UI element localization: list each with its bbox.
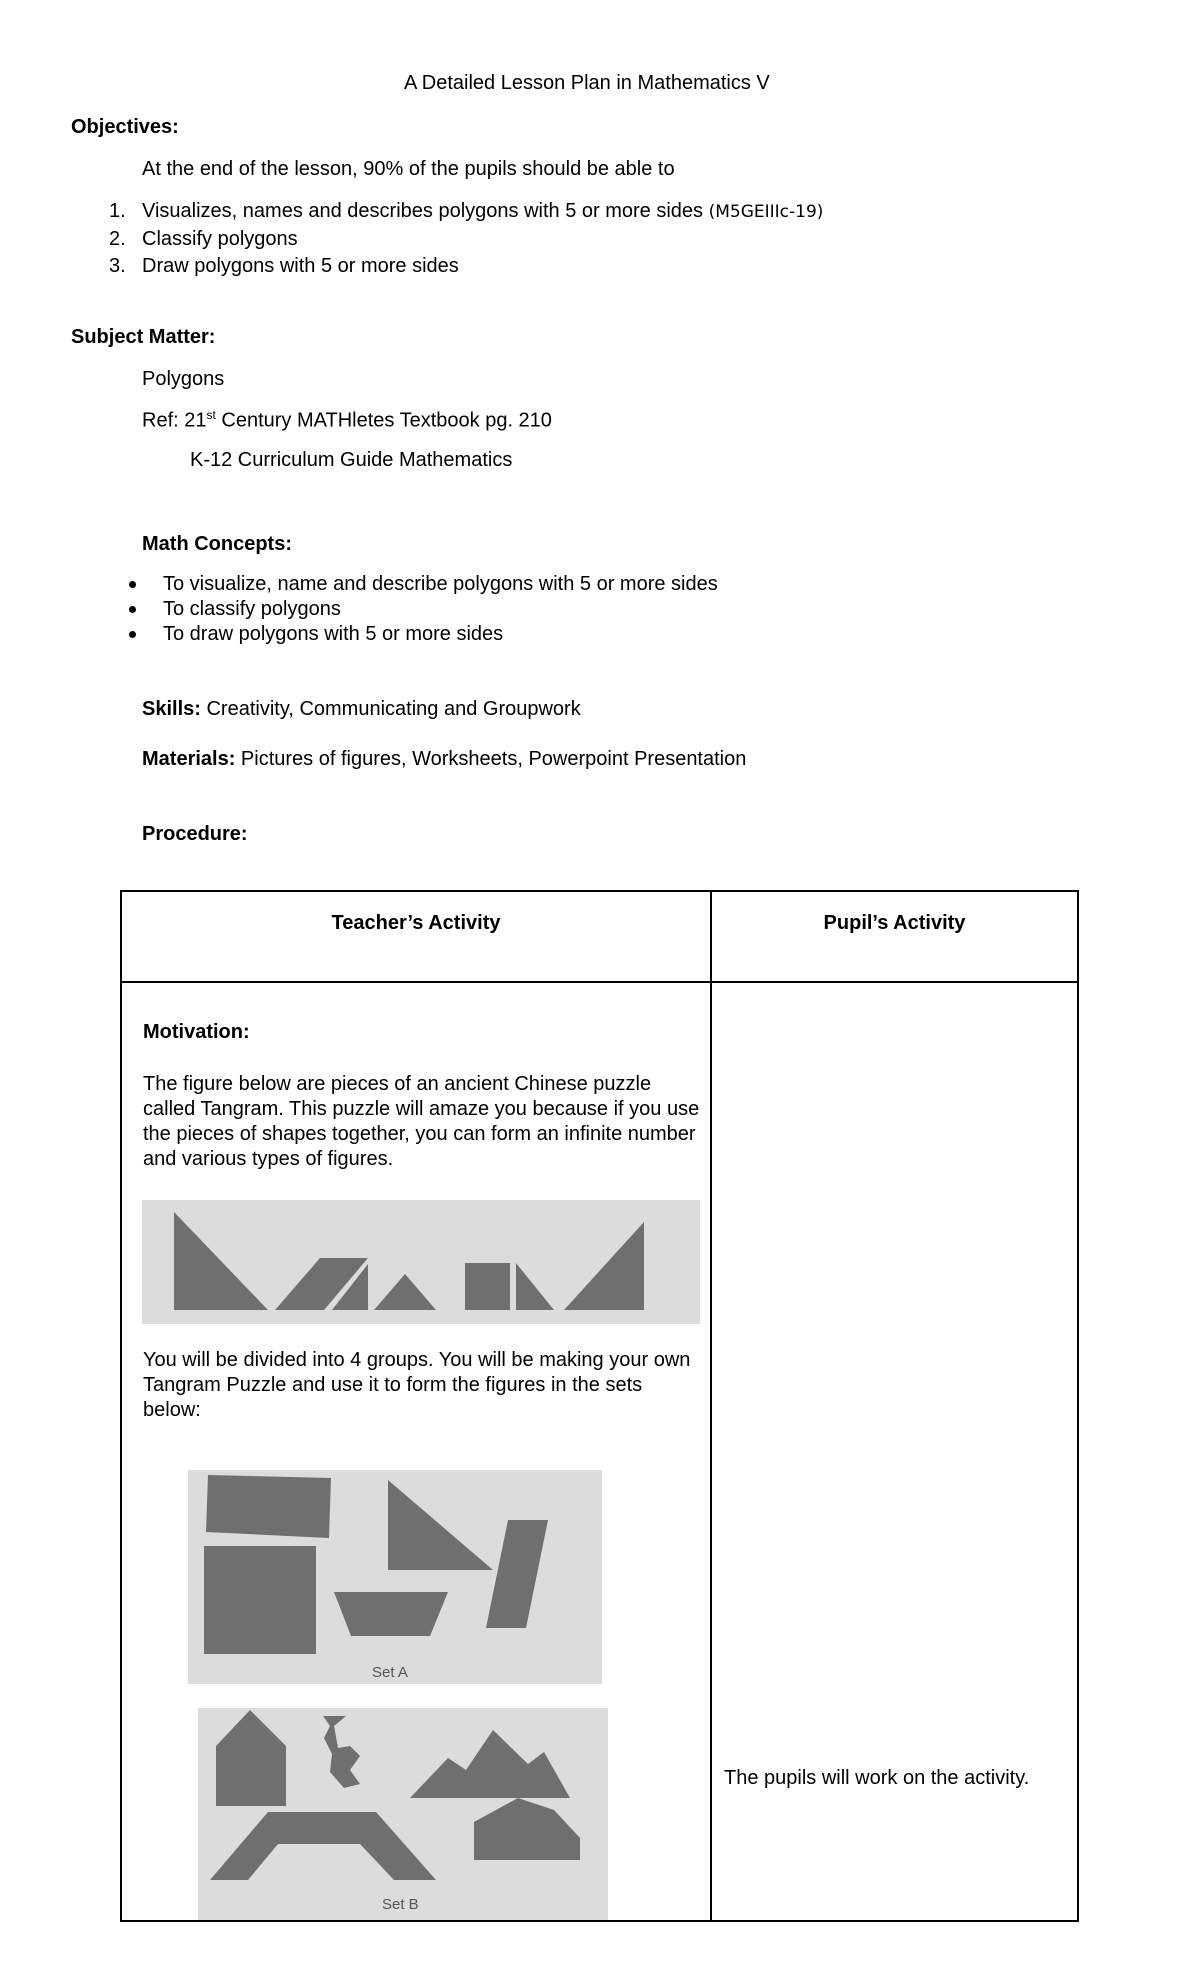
pupil-activity-header: Pupil’s Activity [823,912,966,934]
bullet-icon [129,606,136,613]
materials-value: Pictures of figures, Worksheets, Powerpoint Presentation [235,748,747,770]
motivation-heading: Motivation: [143,1021,250,1043]
objectives-heading: Objectives: [71,116,179,138]
concept-item: To visualize, name and describe polygons with 5 or more sides [163,573,718,595]
square-shape [465,1263,510,1310]
reference-2: K-12 Curriculum Guide Mathematics [190,449,513,471]
rectangle-shape [206,1475,331,1538]
procedure-table [120,890,1079,1922]
set-b-label: Set B [382,1896,419,1913]
skills-value: Creativity, Communicating and Groupwork [200,698,581,720]
objective-text: Draw polygons with 5 or more sides [142,255,459,277]
objective-number: 3. [109,255,126,277]
materials-line [142,748,746,771]
skills-label: Skills: [142,698,201,720]
subject-matter-heading: Subject Matter: [71,326,216,348]
header-divider [122,981,1077,983]
set-a-label: Set A [372,1664,408,1681]
objective-number: 1. [109,200,126,222]
reference-1 [142,408,552,433]
motivation-paragraph: The figure below are pieces of an ancient Chinese puzzle called Tangram. This puzzle will amaze you because if you use the pieces of shapes together, you can form an infinite number and various types of figures. [143,1073,700,1170]
materials-label: Materials: [142,748,236,770]
math-concepts-heading: Math Concepts: [142,533,292,555]
concept-item: To draw polygons with 5 or more sides [163,623,504,645]
reference-rest: Century MATHletes Textbook pg. 210 [215,409,552,432]
objective-item-3 [109,255,459,278]
reference-prefix: Ref: 21 [142,409,207,432]
curriculum-code: (M5GEIIIc-19) [708,202,824,222]
square-shape [204,1546,316,1654]
trapezoid-shape [334,1592,448,1636]
page-title: A Detailed Lesson Plan in Mathematics V [404,72,770,94]
set-a-image [188,1470,602,1684]
concept-item: To classify polygons [163,598,341,620]
pupil-response: The pupils will work on the activity. [724,1767,1030,1789]
procedure-heading: Procedure: [142,823,248,845]
tangram-pieces-image [142,1200,700,1324]
groups-paragraph: You will be divided into 4 groups. You will be making your own Tangram Puzzle and use it to form the figures in the sets below: [143,1349,691,1421]
skills-line [142,698,581,721]
objective-item-1 [109,200,823,223]
objective-text: Classify polygons [142,228,298,250]
reference-sup: st [206,408,216,422]
objective-item-2 [109,228,298,251]
column-divider [710,892,712,1920]
objective-text: Visualizes, names and describes polygons with 5 or more sides [142,200,709,222]
subject-topic: Polygons [142,368,225,390]
teacher-activity-header: Teacher’s Activity [331,912,501,934]
objective-number: 2. [109,228,126,250]
set-b-image [198,1708,608,1920]
bullet-icon [129,631,136,638]
objectives-intro: At the end of the lesson, 90% of the pupils should be able to [142,158,675,180]
bullet-icon [129,581,136,588]
